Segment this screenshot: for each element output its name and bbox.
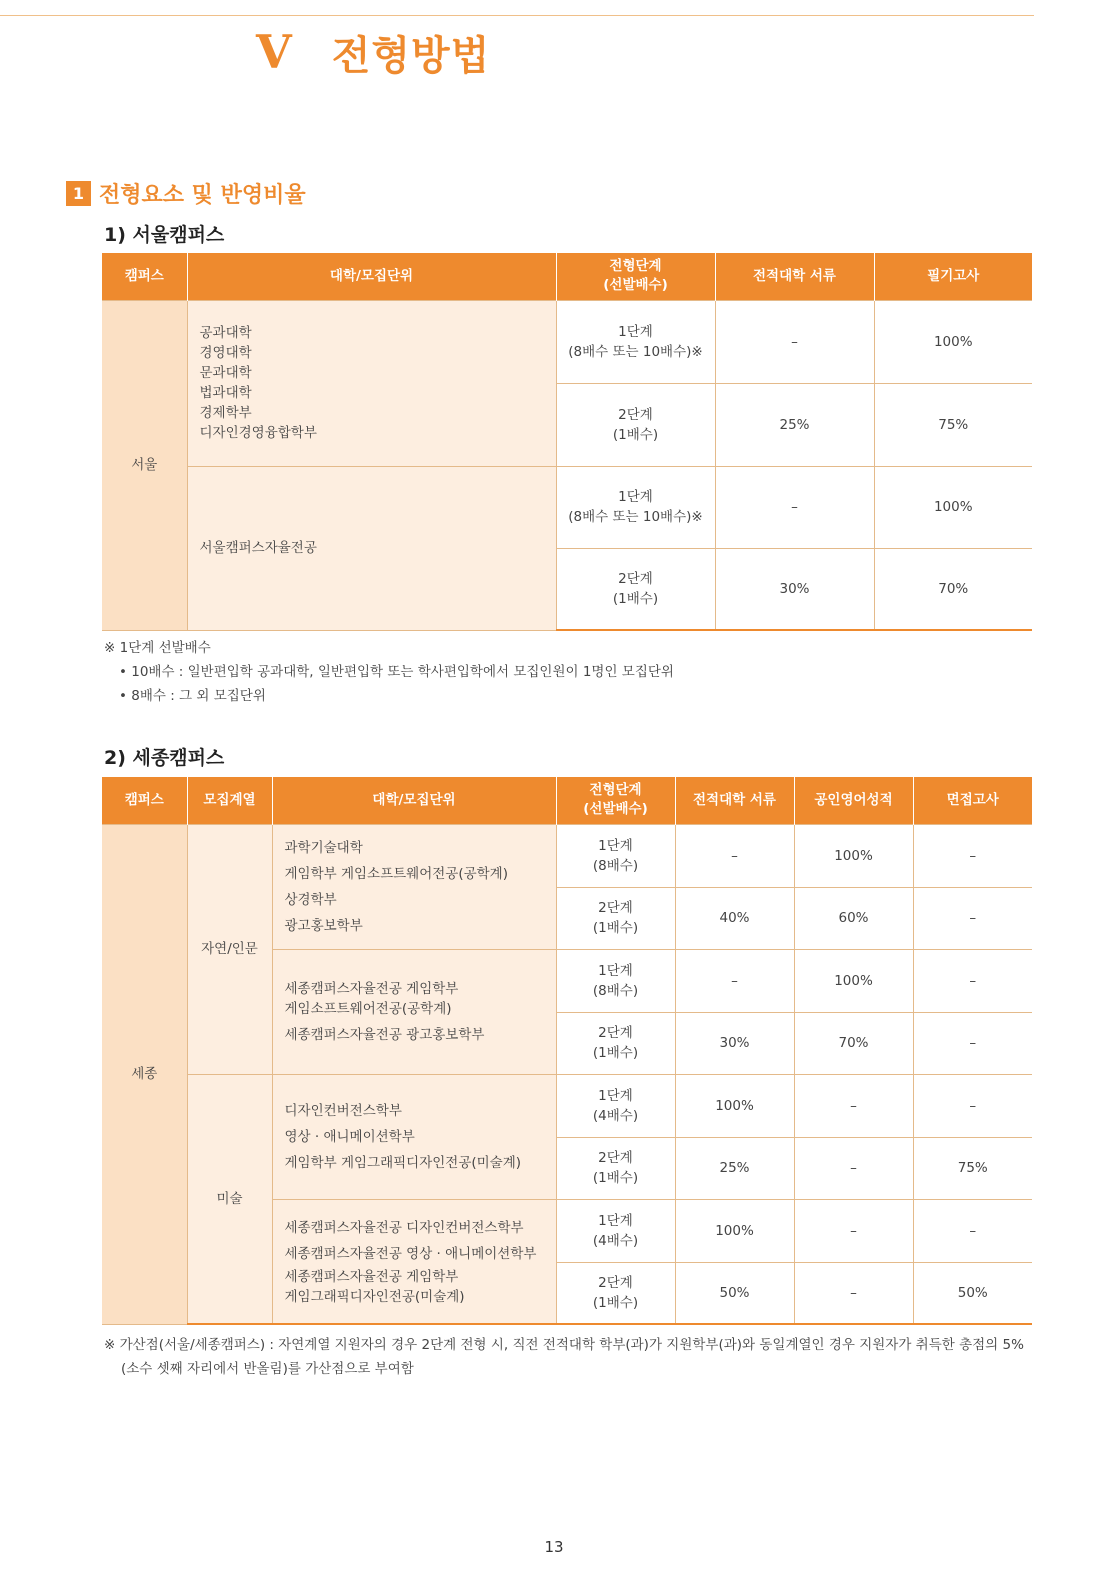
stage-cell: 2단계 (1배수) (556, 887, 675, 949)
docs-cell: 100% (675, 1074, 794, 1137)
stage-cell: 2단계 (1배수) (556, 1262, 675, 1324)
chapter-heading (256, 22, 490, 82)
interview-cell: – (913, 1199, 1032, 1262)
docs-cell: – (715, 466, 874, 548)
bonus-footnote (104, 1333, 1039, 1381)
stage-cell: 1단계 (8배수 또는 10배수)※ (556, 300, 715, 383)
section-heading (66, 178, 306, 209)
english-cell: – (794, 1137, 913, 1199)
header-docs: 전적대학 서류 (675, 777, 794, 824)
docs-cell: 25% (715, 383, 874, 466)
seoul-subtitle: 1) 서울캠퍼스 (104, 224, 225, 246)
units-cell: 디자인컨버전스학부 영상 · 애니메이션학부 게임학부 게임그래픽디자인전공(미술계) (272, 1074, 556, 1199)
header-units: 대학/모집단위 (187, 253, 556, 300)
header-interview: 면접고사 (913, 777, 1032, 824)
header-docs: 전적대학 서류 (715, 253, 874, 300)
header-campus: 캠퍼스 (102, 253, 187, 300)
campus-cell: 세종 (102, 824, 187, 1324)
campus-cell: 서울 (102, 300, 187, 630)
interview-cell: – (913, 949, 1032, 1012)
english-cell: 60% (794, 887, 913, 949)
english-cell: 100% (794, 824, 913, 887)
units-cell: 공과대학 경영대학 문과대학 법과대학 경제학부 디자인경영융합학부 (187, 300, 556, 466)
note-item: • 8배수 : 그 외 모집단위 (119, 688, 266, 704)
english-cell: 70% (794, 1012, 913, 1074)
stage-cell: 1단계 (8배수) (556, 949, 675, 1012)
header-english: 공인영어성적 (794, 777, 913, 824)
interview-cell: – (913, 1074, 1032, 1137)
units-cell: 세종캠퍼스자율전공 게임학부 게임소프트웨어전공(공학계) 세종캠퍼스자율전공 광고홍보학부 (272, 949, 556, 1074)
docs-cell: 25% (675, 1137, 794, 1199)
written-cell: 100% (874, 300, 1032, 383)
units-cell: 세종캠퍼스자율전공 디자인컨버전스학부 세종캠퍼스자율전공 영상 · 애니메이션학부 세종캠퍼스자율전공 게임학부 게임그래픽디자인전공(미술계) (272, 1199, 556, 1324)
top-rule (0, 15, 1034, 16)
header-field: 모집계열 (187, 777, 272, 824)
header-stage: 전형단계 (선발배수) (556, 253, 715, 300)
stage-cell: 2단계 (1배수) (556, 548, 715, 630)
written-cell: 70% (874, 548, 1032, 630)
docs-cell: 50% (675, 1262, 794, 1324)
header-stage: 전형단계 (선발배수) (556, 777, 675, 824)
docs-cell: 30% (675, 1012, 794, 1074)
chapter-title: 전형방법 (331, 32, 491, 79)
stage-cell: 2단계 (1배수) (556, 1012, 675, 1074)
footnote-line: ※ 가산점(서울/세종캠퍼스) : 자연계열 지원자의 경우 2단계 전형 시, 직전 전적대학 학부(과)가 지원학부(과)와 동일계열인 경우 지원자가 취득한 총점의 5% (104, 1337, 1024, 1353)
section-title: 전형요소 및 반영비율 (99, 183, 306, 208)
notes-title: ※ 1단계 선발배수 (104, 640, 211, 656)
interview-cell: – (913, 824, 1032, 887)
written-cell: 100% (874, 466, 1032, 548)
docs-cell: – (675, 949, 794, 1012)
stage-cell: 1단계 (4배수) (556, 1074, 675, 1137)
field-cell: 미술 (187, 1074, 272, 1324)
sejong-subtitle: 2) 세종캠퍼스 (104, 747, 225, 769)
chapter-number: V (256, 25, 292, 79)
footnote-line: (소수 셋째 자리에서 반올림)를 가산점으로 부여함 (121, 1361, 414, 1377)
units-cell: 과학기술대학 게임학부 게임소프트웨어전공(공학계) 상경학부 광고홍보학부 (272, 824, 556, 949)
docs-cell: 40% (675, 887, 794, 949)
header-campus: 캠퍼스 (102, 777, 187, 824)
section-number-badge: 1 (66, 181, 91, 206)
stage-cell: 2단계 (1배수) (556, 383, 715, 466)
page-number: 13 (544, 1538, 564, 1556)
english-cell: 100% (794, 949, 913, 1012)
docs-cell: – (675, 824, 794, 887)
interview-cell: 50% (913, 1262, 1032, 1324)
english-cell: – (794, 1262, 913, 1324)
sejong-table (102, 777, 1032, 1325)
docs-cell: 100% (675, 1199, 794, 1262)
units-cell: 서울캠퍼스자율전공 (187, 466, 556, 630)
header-units: 대학/모집단위 (272, 777, 556, 824)
interview-cell: – (913, 1012, 1032, 1074)
note-item: • 10배수 : 일반편입학 공과대학, 일반편입학 또는 학사편입학에서 모집인원이 1명인 모집단위 (119, 664, 674, 680)
stage-cell: 1단계 (4배수) (556, 1199, 675, 1262)
field-cell: 자연/인문 (187, 824, 272, 1074)
english-cell: – (794, 1199, 913, 1262)
header-written: 필기고사 (874, 253, 1032, 300)
interview-cell: 75% (913, 1137, 1032, 1199)
english-cell: – (794, 1074, 913, 1137)
stage-cell: 2단계 (1배수) (556, 1137, 675, 1199)
written-cell: 75% (874, 383, 1032, 466)
seoul-table (102, 253, 1032, 631)
seoul-notes (104, 636, 674, 708)
stage-cell: 1단계 (8배수 또는 10배수)※ (556, 466, 715, 548)
stage-cell: 1단계 (8배수) (556, 824, 675, 887)
interview-cell: – (913, 887, 1032, 949)
docs-cell: 30% (715, 548, 874, 630)
docs-cell: – (715, 300, 874, 383)
